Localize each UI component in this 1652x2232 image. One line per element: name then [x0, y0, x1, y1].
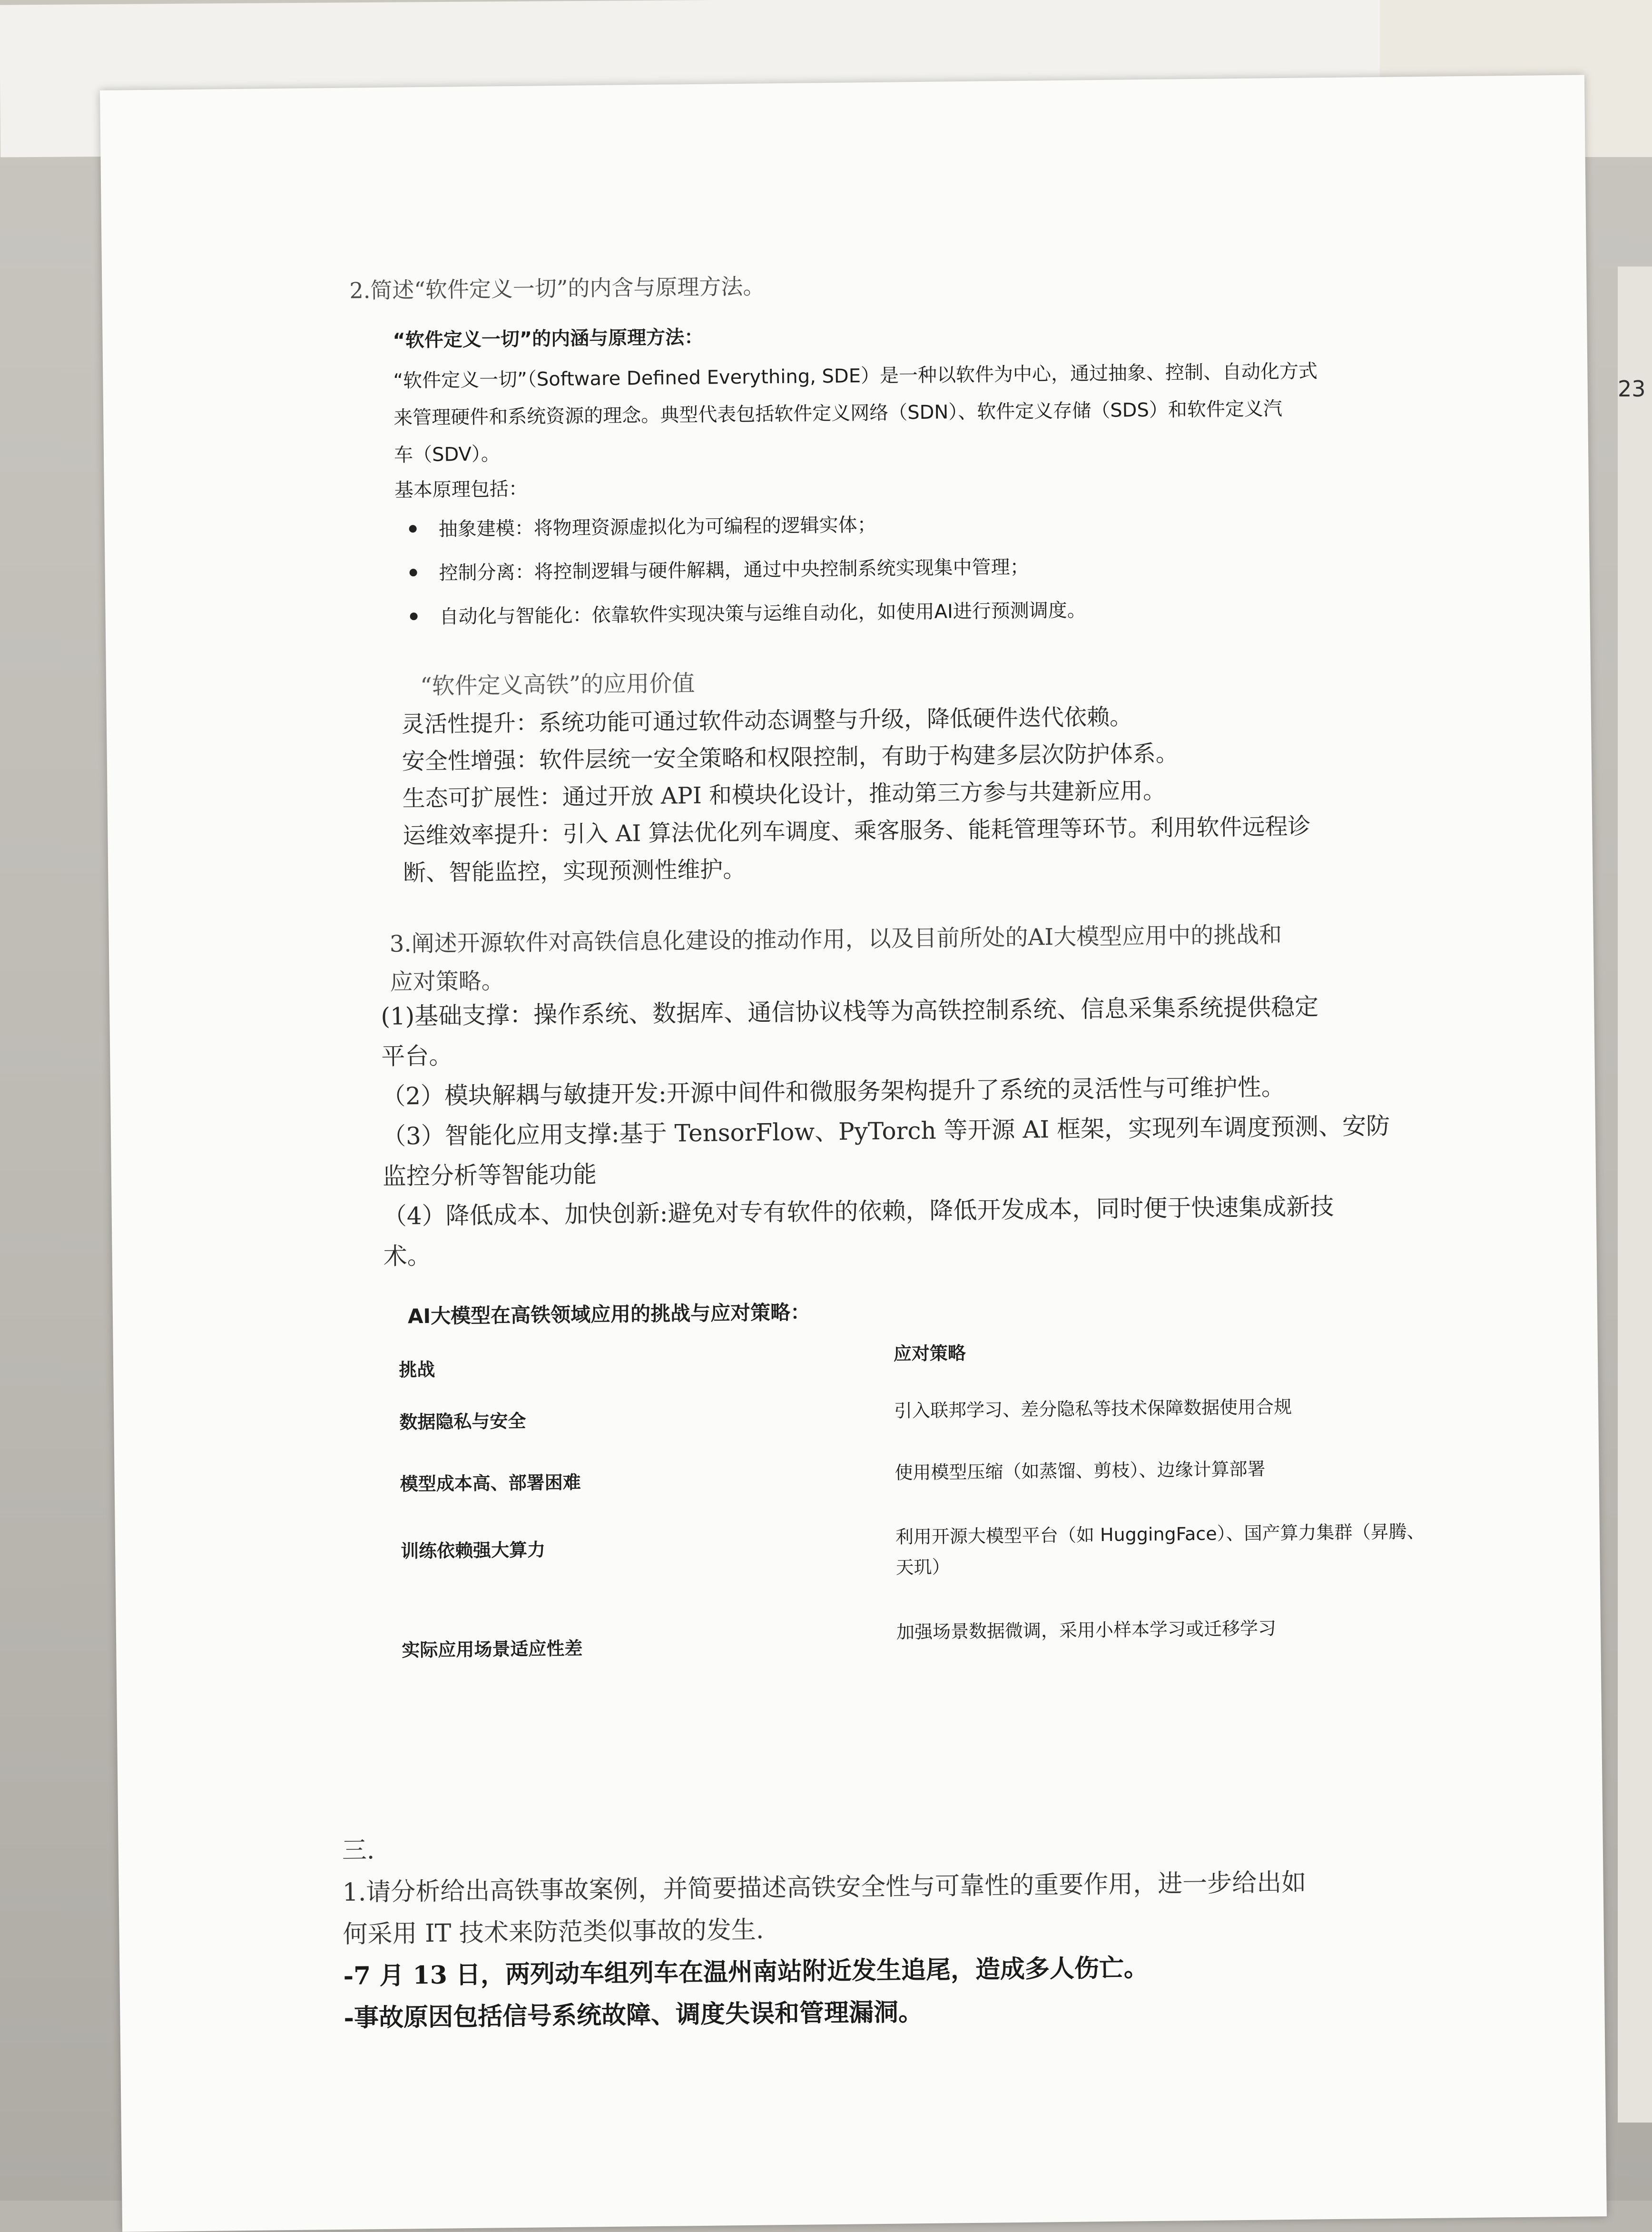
challenges-table-title: AI大模型在高铁领域应用的挑战与应对策略： — [407, 1300, 811, 1328]
heading-line: 应对策略。 — [390, 968, 504, 996]
table-cell-challenge: 数据隐私与安全 — [399, 1410, 526, 1433]
table-cell-challenge: 模型成本高、部署困难 — [400, 1472, 581, 1495]
basic-principles-title: 基本原理包括： — [394, 478, 528, 502]
sde-subtitle: “软件定义一切”的内涵与原理方法： — [393, 326, 704, 352]
table-row — [400, 1451, 1495, 1527]
value-line: 断、智能监控，实现预测性维护。 — [403, 856, 746, 887]
section-3 — [342, 1817, 1533, 2039]
application-value-list — [402, 694, 1545, 891]
point-line: 术。 — [383, 1242, 431, 1270]
point-line: （2）模块解耦与敏捷开发:开源中间件和微服务架构提升了系统的灵活性与可维护性。 — [381, 1073, 1286, 1110]
value-line: 生态可扩展性：通过开放 API 和模块化设计，推动第三方参与共建新应用。 — [402, 777, 1166, 812]
paragraph-line: 来管理硬件和系统资源的理念。典型代表包括软件定义网络（SDN）、软件定义存储（SDS）和软件定义汽 — [393, 398, 1283, 429]
fact-line: -事故原因包括信号系统故障、调度失误和管理漏洞。 — [344, 1997, 924, 2033]
heading-line: 3.阐述开源软件对高铁信息化建设的推动作用，以及目前所处的AI大模型应用中的挑战和 — [389, 921, 1282, 958]
bullet-dot-icon — [410, 612, 418, 620]
paragraph-line: 车（SDV）。 — [393, 443, 501, 466]
table-cell-strategy: 使用模型压缩（如蒸馏、剪枝）、边缘计算部署 — [895, 1458, 1266, 1483]
fact-line: -7 月 13 日，两列动车组列车在温州南站附近发生追尾，造成多人伤亡。 — [343, 1953, 1149, 1991]
table-cell-challenge: 实际应用场景适应性差 — [402, 1638, 583, 1661]
list-item-text: 自动化与智能化：依靠软件实现决策与运维自动化，如使用AI进行预测调度。 — [439, 599, 1086, 628]
challenges-table — [399, 1332, 1496, 1679]
application-value-title: “软件定义高铁”的应用价值 — [420, 670, 695, 700]
bullet-dot-icon — [409, 525, 417, 533]
header-strategy: 应对策略 — [893, 1343, 966, 1364]
point-line: 平台。 — [381, 1042, 453, 1070]
value-line: 灵活性提升：系统功能可通过软件动态调整与升级，降低硬件迭代依赖。 — [401, 703, 1133, 738]
list-item — [409, 552, 1086, 603]
principles-list — [409, 508, 1086, 647]
point-line: （4）降低成本、加快创新:避免对专有软件的依赖，降低开发成本，同时便于快速集成新技 — [383, 1192, 1334, 1230]
sde-definition-paragraph — [393, 352, 1431, 474]
underlying-page-number: 23 — [1618, 376, 1646, 402]
header-challenge: 挑战 — [398, 1359, 435, 1381]
table-row — [399, 1389, 1494, 1462]
table-row — [401, 1515, 1496, 1622]
table-cell-strategy: 利用开源大模型平台（如 HuggingFace）、国产算力集群（昇腾、天玑） — [895, 1521, 1425, 1578]
question-2-heading: 2.简述“软件定义一切”的内含与原理方法。 — [349, 273, 765, 304]
list-item-text: 抽象建模：将物理资源虚拟化为可编程的逻辑实体； — [438, 514, 876, 541]
table-header-row — [399, 1332, 1494, 1401]
point-line: (1)基础支撑：操作系统、数据库、通信协议栈等为高铁控制系统、信息采集系统提供稳定 — [381, 993, 1319, 1030]
bullet-dot-icon — [410, 569, 417, 576]
list-item — [410, 596, 1086, 647]
list-item — [409, 508, 1085, 559]
value-line: 安全性增强：软件层统一安全策略和权限控制，有助于构建多层次防护体系。 — [402, 740, 1179, 775]
table-cell-strategy: 引入联邦学习、差分隐私等技术保障数据使用合规 — [894, 1396, 1292, 1422]
question-line: 1.请分析给出高铁事故案例，并简要描述高铁安全性与可靠性的重要作用，进一步给出如 — [342, 1868, 1307, 1907]
point-line: （3）智能化应用支撑:基于 TensorFlow、PyTorch 等开源 AI 框架，实现列车调度预测、安防 — [382, 1112, 1390, 1150]
list-item-text: 控制分离：将控制逻辑与硬件解耦，通过中央控制系统实现集中管理； — [439, 556, 1029, 584]
value-line: 运维效率提升：引入 AI 算法优化列车调度、乘客服务、能耗管理等环节。利用软件远程诊 — [403, 813, 1311, 849]
underlying-sheet-edge — [1618, 267, 1652, 2123]
document-page — [100, 75, 1607, 2232]
table-cell-challenge: 训练依赖强大算力 — [400, 1539, 546, 1562]
section-label: 三. — [342, 1836, 375, 1865]
question-line: 何采用 IT 技术来防范类似事故的发生. — [343, 1916, 764, 1949]
paragraph-line: “软件定义一切”（Software Defined Everything, SDE）是一种以软件为中心，通过抽象、控制、自动化方式 — [393, 360, 1318, 392]
point-line: 监控分析等智能功能 — [382, 1160, 597, 1190]
table-row — [402, 1610, 1496, 1679]
table-cell-strategy: 加强场景数据微调，采用小样本学习或迁移学习 — [896, 1618, 1277, 1643]
open-source-points — [381, 984, 1549, 1276]
